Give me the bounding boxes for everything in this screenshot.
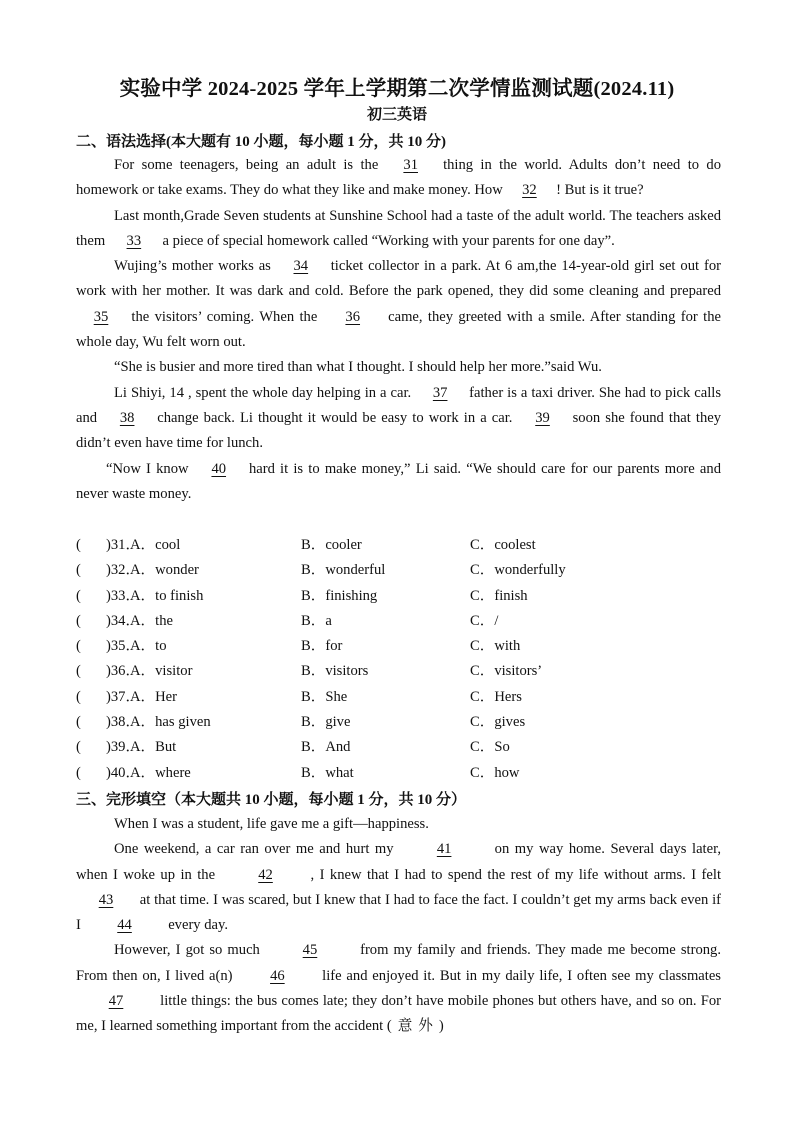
blank-46[interactable]: 46 [270, 967, 285, 984]
passage-paragraph [76, 381, 721, 457]
question-number: )37． [106, 688, 141, 705]
option-c: C．visitors’ [470, 663, 543, 680]
option-c: C．/ [470, 612, 499, 629]
passage-paragraph [76, 812, 721, 837]
option-c: C．Hers [470, 688, 522, 705]
section3-passage [76, 812, 721, 1040]
option-b: B．what [301, 764, 354, 781]
passage-text: “She is busier and more tired than what I thought. I should help her more.”said Wu. [114, 359, 602, 376]
option-c: C．gives [470, 714, 526, 731]
option-c: C．finish [470, 587, 528, 604]
question-row-37 [76, 685, 726, 710]
passage-text: ! But is it true? [556, 182, 644, 199]
question-number: )36． [106, 663, 141, 680]
answer-paren[interactable]: ( [76, 739, 81, 756]
question-row-34 [76, 609, 726, 634]
passage-text: Li Shiyi, 14 , spent the whole day helping in a car. [114, 384, 412, 401]
question-row-36 [76, 659, 726, 684]
option-a: A．where [130, 764, 191, 781]
question-row-40 [76, 761, 726, 786]
option-a: A．Her [130, 688, 178, 705]
passage-text: However, I got so much [114, 942, 260, 959]
option-b: B．finishing [301, 587, 378, 604]
section2-heading: 二、语法选择(本大题有 10 小题，每小题 1 分，共 10 分) [76, 134, 446, 150]
passage-text: hard it is to make money,” Li said. “We should care for our parents more and never waste money. [76, 460, 721, 502]
option-a: A．wonder [130, 562, 199, 579]
blank-32[interactable]: 32 [522, 182, 537, 199]
passage-text: every day. [168, 917, 229, 934]
question-number: )33． [106, 587, 141, 604]
option-c: C．wonderfully [470, 562, 566, 579]
passage-text: from my family and friends. They made me become strong. From then on, I lived a(n) [76, 942, 721, 984]
answer-paren[interactable]: ( [76, 537, 81, 553]
question-row-31 [76, 533, 726, 558]
passage-text: came, they greeted with a smile. After standing for the whole day, Wu felt worn out. [76, 308, 721, 351]
question-row-32 [76, 558, 726, 583]
question-number: )38． [106, 714, 141, 731]
blank-41[interactable]: 41 [436, 841, 452, 858]
option-c: C．with [470, 638, 521, 655]
option-b: B．wonderful [301, 562, 386, 579]
option-b: B．a [301, 612, 332, 629]
option-a: A．to finish [130, 587, 204, 604]
passage-paragraph [76, 153, 721, 204]
section3-heading: 三、完形填空（本大题共 10 小题，每小题 1 分，共 10 分） [76, 792, 467, 808]
blank-34[interactable]: 34 [293, 258, 309, 275]
passage-paragraph [76, 457, 721, 508]
answer-paren[interactable]: ( [76, 612, 81, 629]
blank-37[interactable]: 37 [432, 384, 448, 401]
option-b: B．She [301, 688, 348, 705]
option-b: B．give [301, 714, 351, 731]
option-b: B．visitors [301, 663, 369, 680]
passage-text: Last month,Grade Seven students at Sunshine School had a taste of the adult world. The teachers asked them [76, 207, 721, 249]
question-row-39 [76, 735, 726, 760]
passage-paragraph [76, 938, 721, 1039]
blank-36[interactable]: 36 [345, 308, 361, 325]
question-number: )35． [106, 638, 141, 655]
passage-text: , I knew that I had to spend the rest of my life without arms. I felt [310, 866, 721, 883]
blank-35[interactable]: 35 [93, 308, 109, 325]
passage-text: change back. Li thought it would be easy to work in a car. [157, 409, 513, 426]
passage-paragraph [76, 837, 721, 938]
blank-39[interactable]: 39 [535, 409, 550, 426]
question-number: )32． [106, 562, 141, 579]
option-b: B．for [301, 638, 343, 655]
option-a: A．But [130, 739, 177, 756]
answer-paren[interactable]: ( [76, 587, 81, 604]
exam-title: 实验中学 2024-2025 学年上学期第二次学情监测试题(2024.11) [119, 78, 675, 100]
blank-45[interactable]: 45 [302, 942, 318, 959]
blank-40[interactable]: 40 [211, 460, 227, 477]
answer-paren[interactable]: ( [76, 764, 81, 781]
question-number: )39． [106, 739, 141, 756]
answer-paren[interactable]: ( [76, 714, 81, 731]
answer-paren[interactable]: ( [76, 663, 81, 680]
option-c: C．So [470, 739, 510, 756]
option-a: A．cool [130, 537, 181, 553]
passage-text: thing in the world. Adults don’t need to do homework or take exams. They do what they like and make money. How [76, 157, 721, 199]
passage-text: For some teenagers, being an adult is the [114, 157, 379, 173]
question-row-33 [76, 584, 726, 609]
option-a: A．the [130, 612, 173, 629]
question-number: )40． [106, 764, 141, 781]
answer-paren[interactable]: ( [76, 688, 81, 705]
option-b: B．cooler [301, 537, 362, 553]
blank-42[interactable]: 42 [258, 866, 273, 883]
passage-paragraph [76, 254, 721, 355]
answer-paren[interactable]: ( [76, 562, 81, 579]
passage-text: at that time. I was scared, but I knew that I had to face the fact. I couldn’t get my arms back even if I [76, 891, 721, 934]
passage-text: life and enjoyed it. But in my daily life, I often see my classmates [322, 967, 721, 984]
passage-text: ticket collector in a park. At 6 am,the 14-year-old girl set out for work with her mother. It was dark and cold. Before the park opened, they did some cleaning and prepared [76, 258, 721, 300]
blank-43[interactable]: 43 [98, 891, 114, 908]
passage-paragraph [76, 355, 721, 380]
option-a: A．visitor [130, 663, 193, 680]
blank-31[interactable]: 31 [403, 157, 418, 173]
blank-44[interactable]: 44 [117, 917, 132, 934]
question-number: )31． [106, 537, 141, 553]
passage-paragraph [76, 204, 721, 255]
blank-47[interactable]: 47 [108, 993, 124, 1010]
passage-text: soon she found that they didn’t even have time for lunch. [76, 409, 722, 452]
option-b: B．And [301, 739, 351, 756]
question-number: )34． [106, 612, 141, 629]
option-c: C．how [470, 764, 520, 781]
question-row-35 [76, 634, 726, 659]
passage-text: When I was a student, life gave me a gift—happiness. [114, 816, 429, 832]
blank-38[interactable]: 38 [119, 409, 135, 426]
passage-text: (意外) [386, 1018, 450, 1035]
exam-subtitle: 初三英语 [366, 107, 427, 123]
option-c: C．coolest [470, 537, 536, 553]
passage-text: little things: the bus comes late; they don’t have mobile phones but others have, and so on. For me, I learned something important from the accident [76, 993, 721, 1035]
passage-text: a piece of special homework called “Working with your parents for one day”. [162, 232, 615, 249]
passage-text: “Now I know [106, 460, 189, 477]
section2-options [76, 533, 726, 786]
passage-text: father is a taxi driver. She had to pick calls and [76, 384, 722, 426]
passage-text: Wujing’s mother works as [114, 258, 271, 275]
option-a: A．has given [130, 714, 211, 731]
passage-text: the visitors’ coming. When the [131, 308, 318, 325]
answer-paren[interactable]: ( [76, 638, 81, 655]
blank-33[interactable]: 33 [126, 232, 142, 249]
question-row-38 [76, 710, 726, 735]
option-a: A．to [130, 638, 167, 655]
section2-passage [76, 153, 721, 507]
passage-text: One weekend, a car ran over me and hurt my [114, 841, 394, 858]
passage-text: on my way home. Several days later, when I woke up in the [76, 841, 722, 883]
